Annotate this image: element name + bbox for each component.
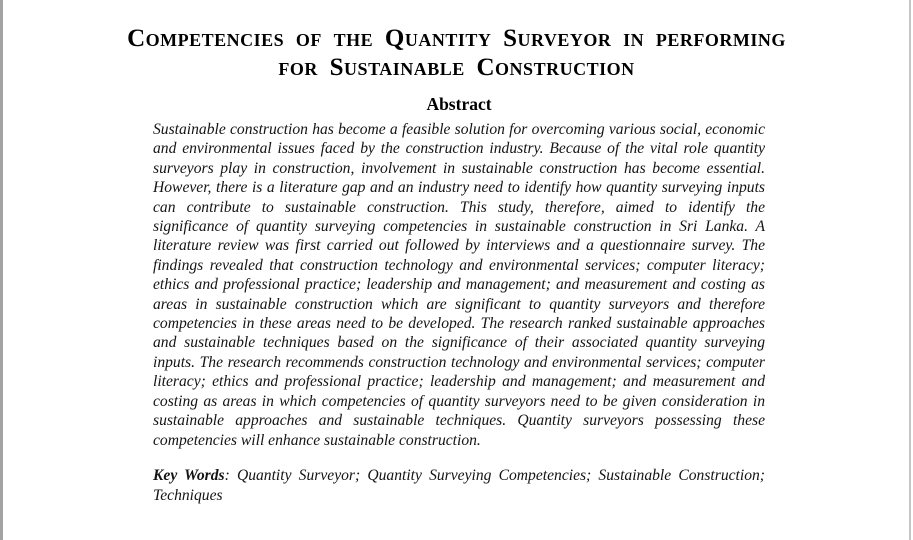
abstract-section — [153, 95, 765, 506]
paper-title-line2: for Sustainable Construction — [278, 54, 635, 81]
abstract-text: Sustainable construction has become a feasible solution for overcoming various social, economic and environmental issues faced by the construction industry. Because of the vital role quantity surveyors play in construction, involvement in sustainable construction has become essential. However, there is a literature gap and an industry need to identify how quantity surveying inputs can contribute to sustainable construction. This study, therefore, aimed to identify the significance of quantity surveying competencies in sustainable construction in Sri Lanka. A literature review was first carried out followed by interviews and a questionnaire survey. The findings revealed that construction technology and environmental services; computer literacy; ethics and professional practice; leadership and management; and measurement and costing as areas in sustainable construction which are significant to quantity surveyors and therefore competencies in these areas need to be developed. The research ranked sustainable approaches and sustainable techniques based on the significance of their associated quantity surveying inputs. The research recommends construction technology and environmental services; computer literacy; ethics and professional practice; leadership and management; and measurement and costing as areas in which competencies of quantity surveyors need to be given consideration in sustainable approaches and sustainable techniques. Quantity surveyors possessing these competencies will enhance sustainable construction. — [153, 121, 765, 449]
paper-title-line1: Competencies of the Quantity Surveyor in performing — [127, 25, 786, 52]
keywords-text: Quantity Surveyor; Quantity Surveying Competencies; Sustainable Construction; Techniques — [153, 466, 765, 504]
keywords-label: Key Words — [153, 466, 225, 484]
keywords-line — [153, 466, 765, 506]
page-left-edge-line — [0, 0, 3, 540]
page-right-edge-line — [909, 0, 911, 540]
keywords-separator: : — [224, 466, 230, 484]
abstract-heading: Abstract — [426, 94, 492, 114]
paper-title — [70, 24, 843, 82]
